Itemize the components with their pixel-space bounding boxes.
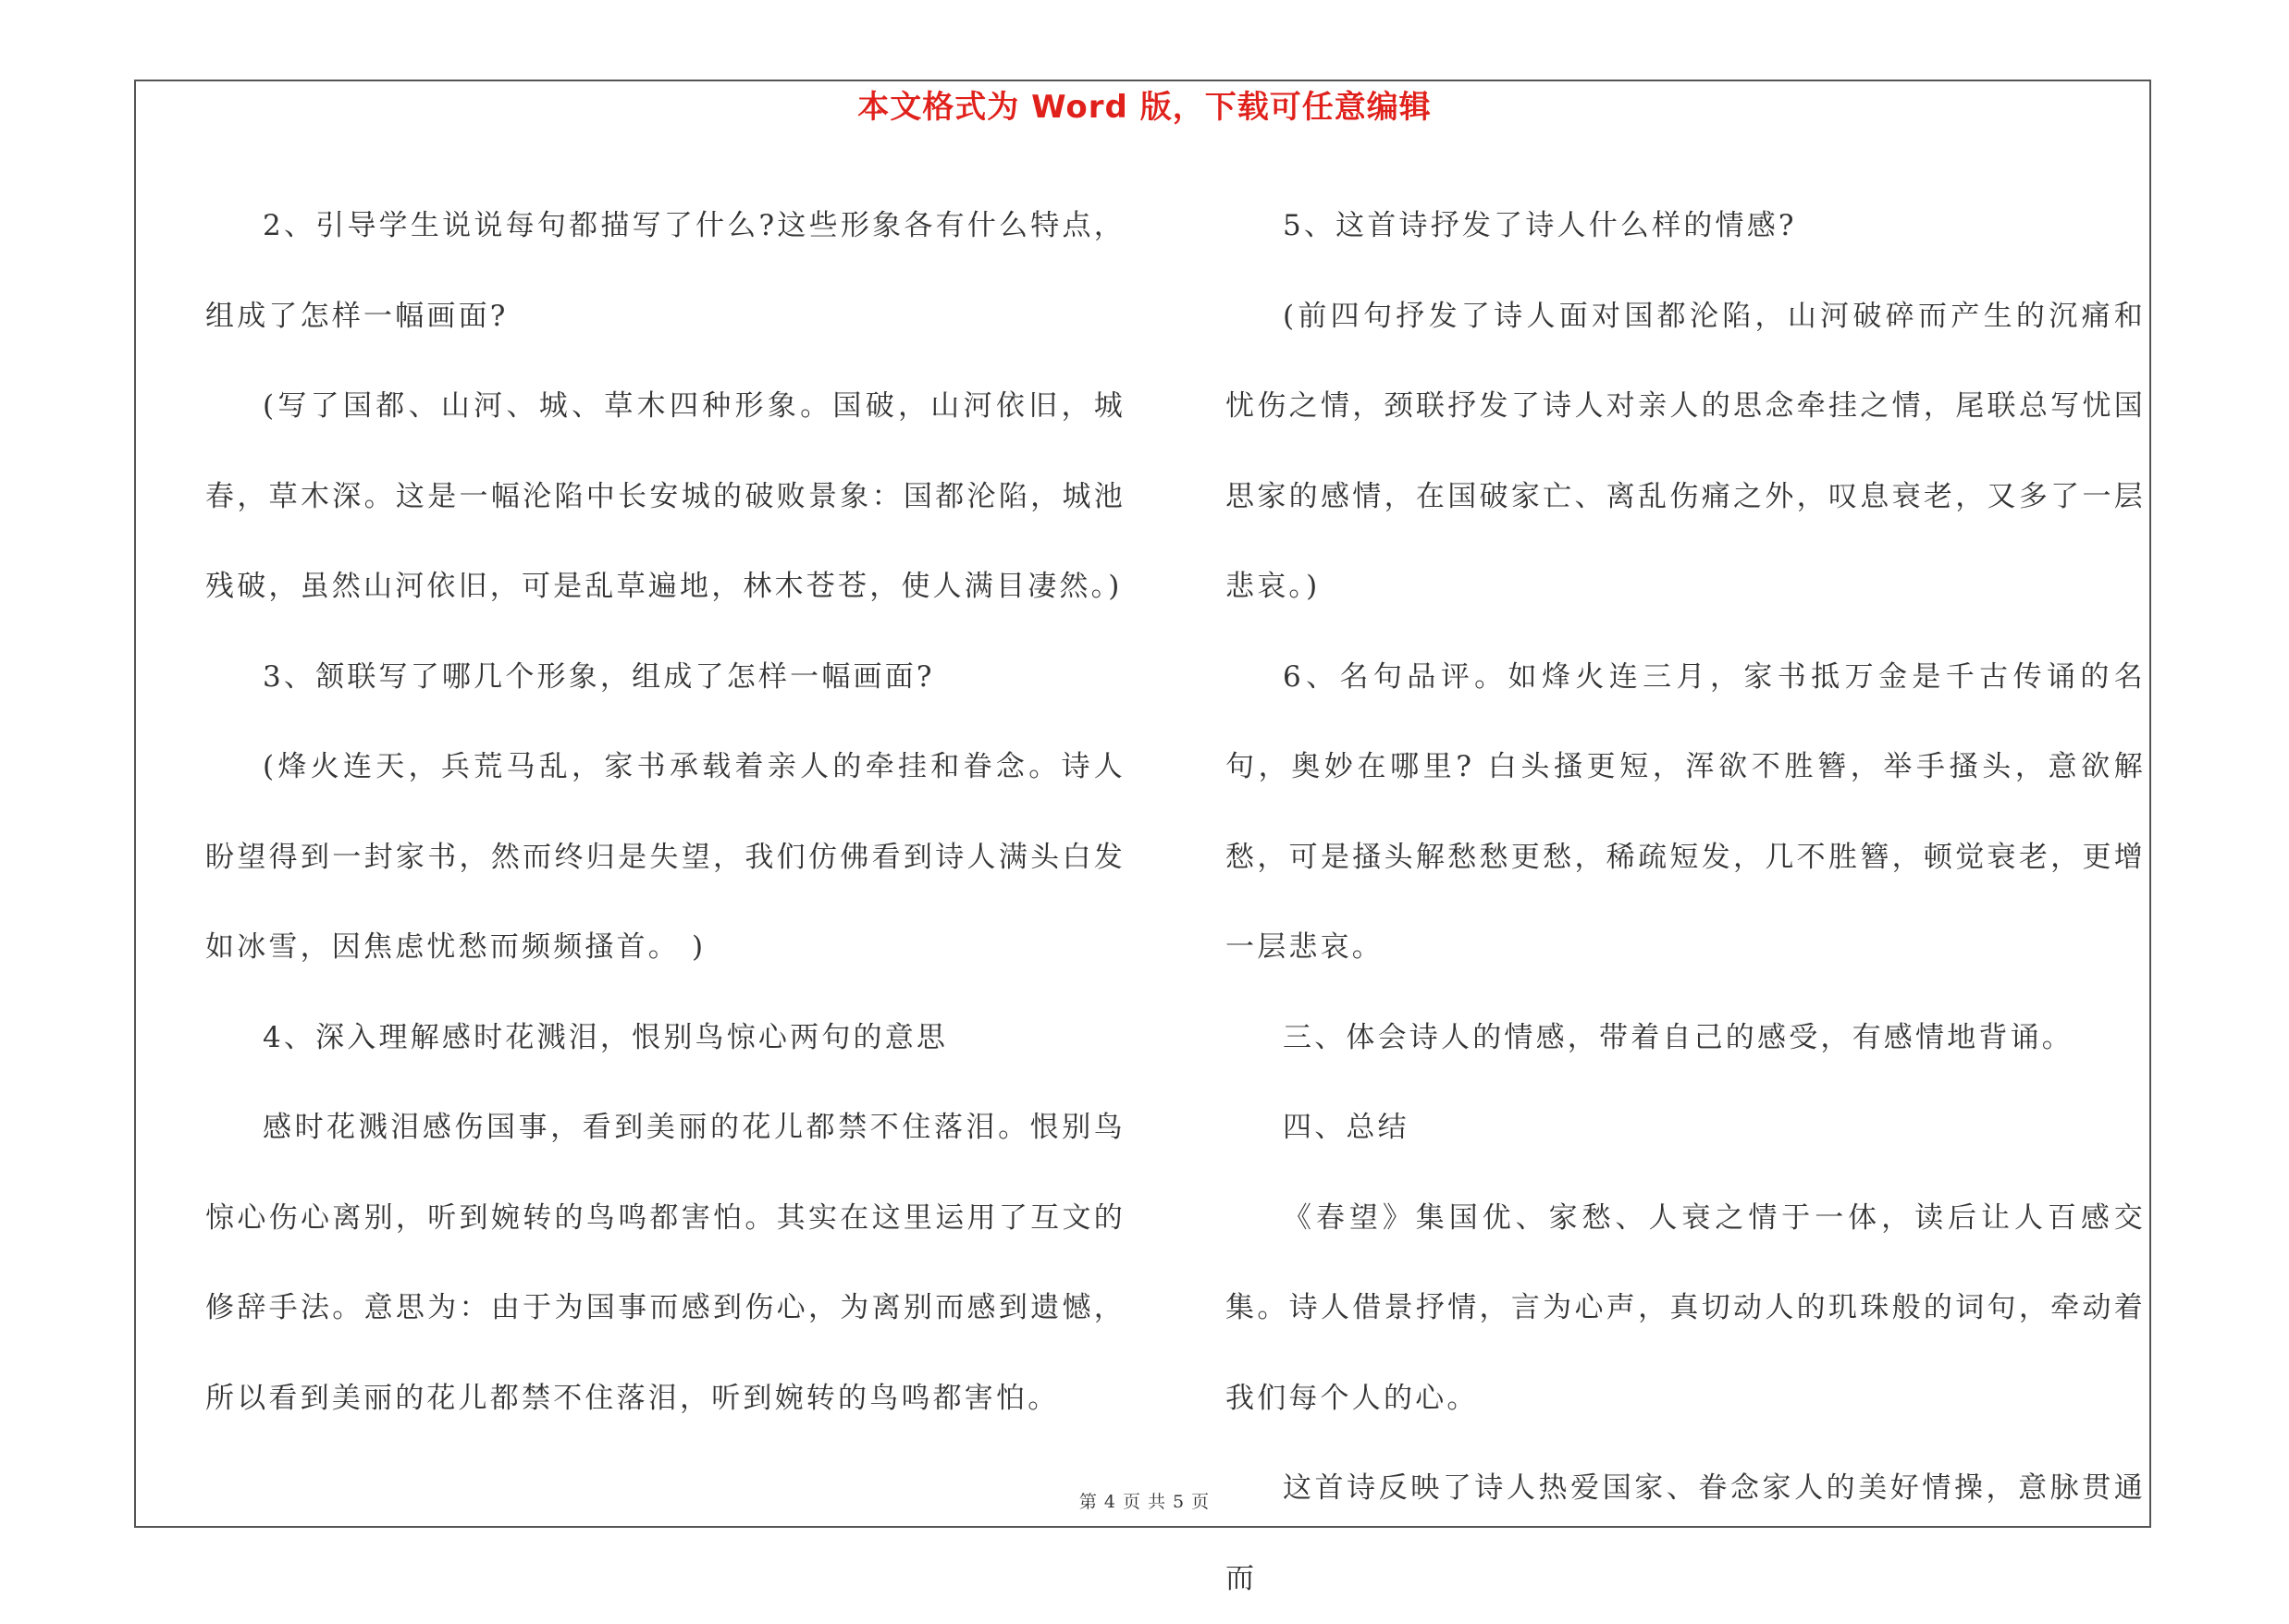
paragraph: (烽火连天，兵荒马乱，家书承载着亲人的牵挂和眷念。诗人盼望得到一封家书，然而终归是失望，我们仿佛看到诗人满头白发如冰雪，因焦虑忧愁而频频搔首。 ): [205, 750, 1126, 964]
page-number-footer: 第 4 页 共 5 页: [1078, 1492, 1211, 1512]
paragraph: 三、体会诗人的情感，带着自己的感受，有感情地背诵。: [1283, 1020, 2074, 1054]
paragraph: 5、这首诗抒发了诗人什么样的情感?: [1283, 209, 1797, 242]
paragraph: 《春望》集国优、家愁、人衰之情于一体，读后让人百感交集。诗人借景抒情，言为心声，真切动人的玑珠般的词句，牵动着我们每个人的心。: [1225, 1200, 2146, 1415]
format-notice-banner: 本文格式为 Word 版，下载可任意编辑: [857, 89, 1432, 126]
paragraph: 6、名句品评。如烽火连三月，家书抵万金是千古传诵的名句，奥妙在哪里? 白头搔更短，浑欲不胜簪，举手搔头，意欲解愁，可是搔头解愁愁更愁，稀疏短发，几不胜簪，顿觉衰老，更增一层悲哀。: [1225, 659, 2146, 964]
paragraph: 四、总结: [1283, 1111, 1409, 1144]
right-column: [1225, 181, 2146, 1624]
paragraph: 这首诗反映了诗人热爱国家、眷念家人的美好情操，意脉贯通而: [1225, 1471, 2146, 1595]
paragraph: (前四句抒发了诗人面对国都沦陷，山河破碎而产生的沉痛和忧伤之情，颈联抒发了诗人对亲人的思念牵挂之情，尾联总写忧国思家的感情，在国破家亡、离乱伤痛之外，叹息衰老，又多了一层悲哀。): [1225, 299, 2146, 603]
paragraph: 2、引导学生说说每句都描写了什么?这些形象各有什么特点，组成了怎样一幅画面?: [205, 209, 1126, 333]
paragraph: 感时花溅泪感伤国事，看到美丽的花儿都禁不住落泪。恨别鸟惊心伤心离别，听到婉转的鸟鸣都害怕。其实在这里运用了互文的修辞手法。意思为：由于为国事而感到伤心，为离别而感到遗憾，所以看到美丽的花儿都禁不住落泪，听到婉转的鸟鸣都害怕。: [205, 1111, 1126, 1415]
paragraph: 3、颔联写了哪几个形象，组成了怎样一幅画面?: [263, 659, 935, 694]
paragraph: (写了国都、山河、城、草木四种形象。国破，山河依旧，城春，草木深。这是一幅沦陷中长安城的破败景象：国都沦陷，城池残破，虽然山河依旧，可是乱草遍地，林木苍苍，使人满目凄然。): [205, 389, 1126, 603]
paragraph: 4、深入理解感时花溅泪，恨别鸟惊心两句的意思: [263, 1020, 949, 1054]
left-column: [205, 181, 1126, 1444]
